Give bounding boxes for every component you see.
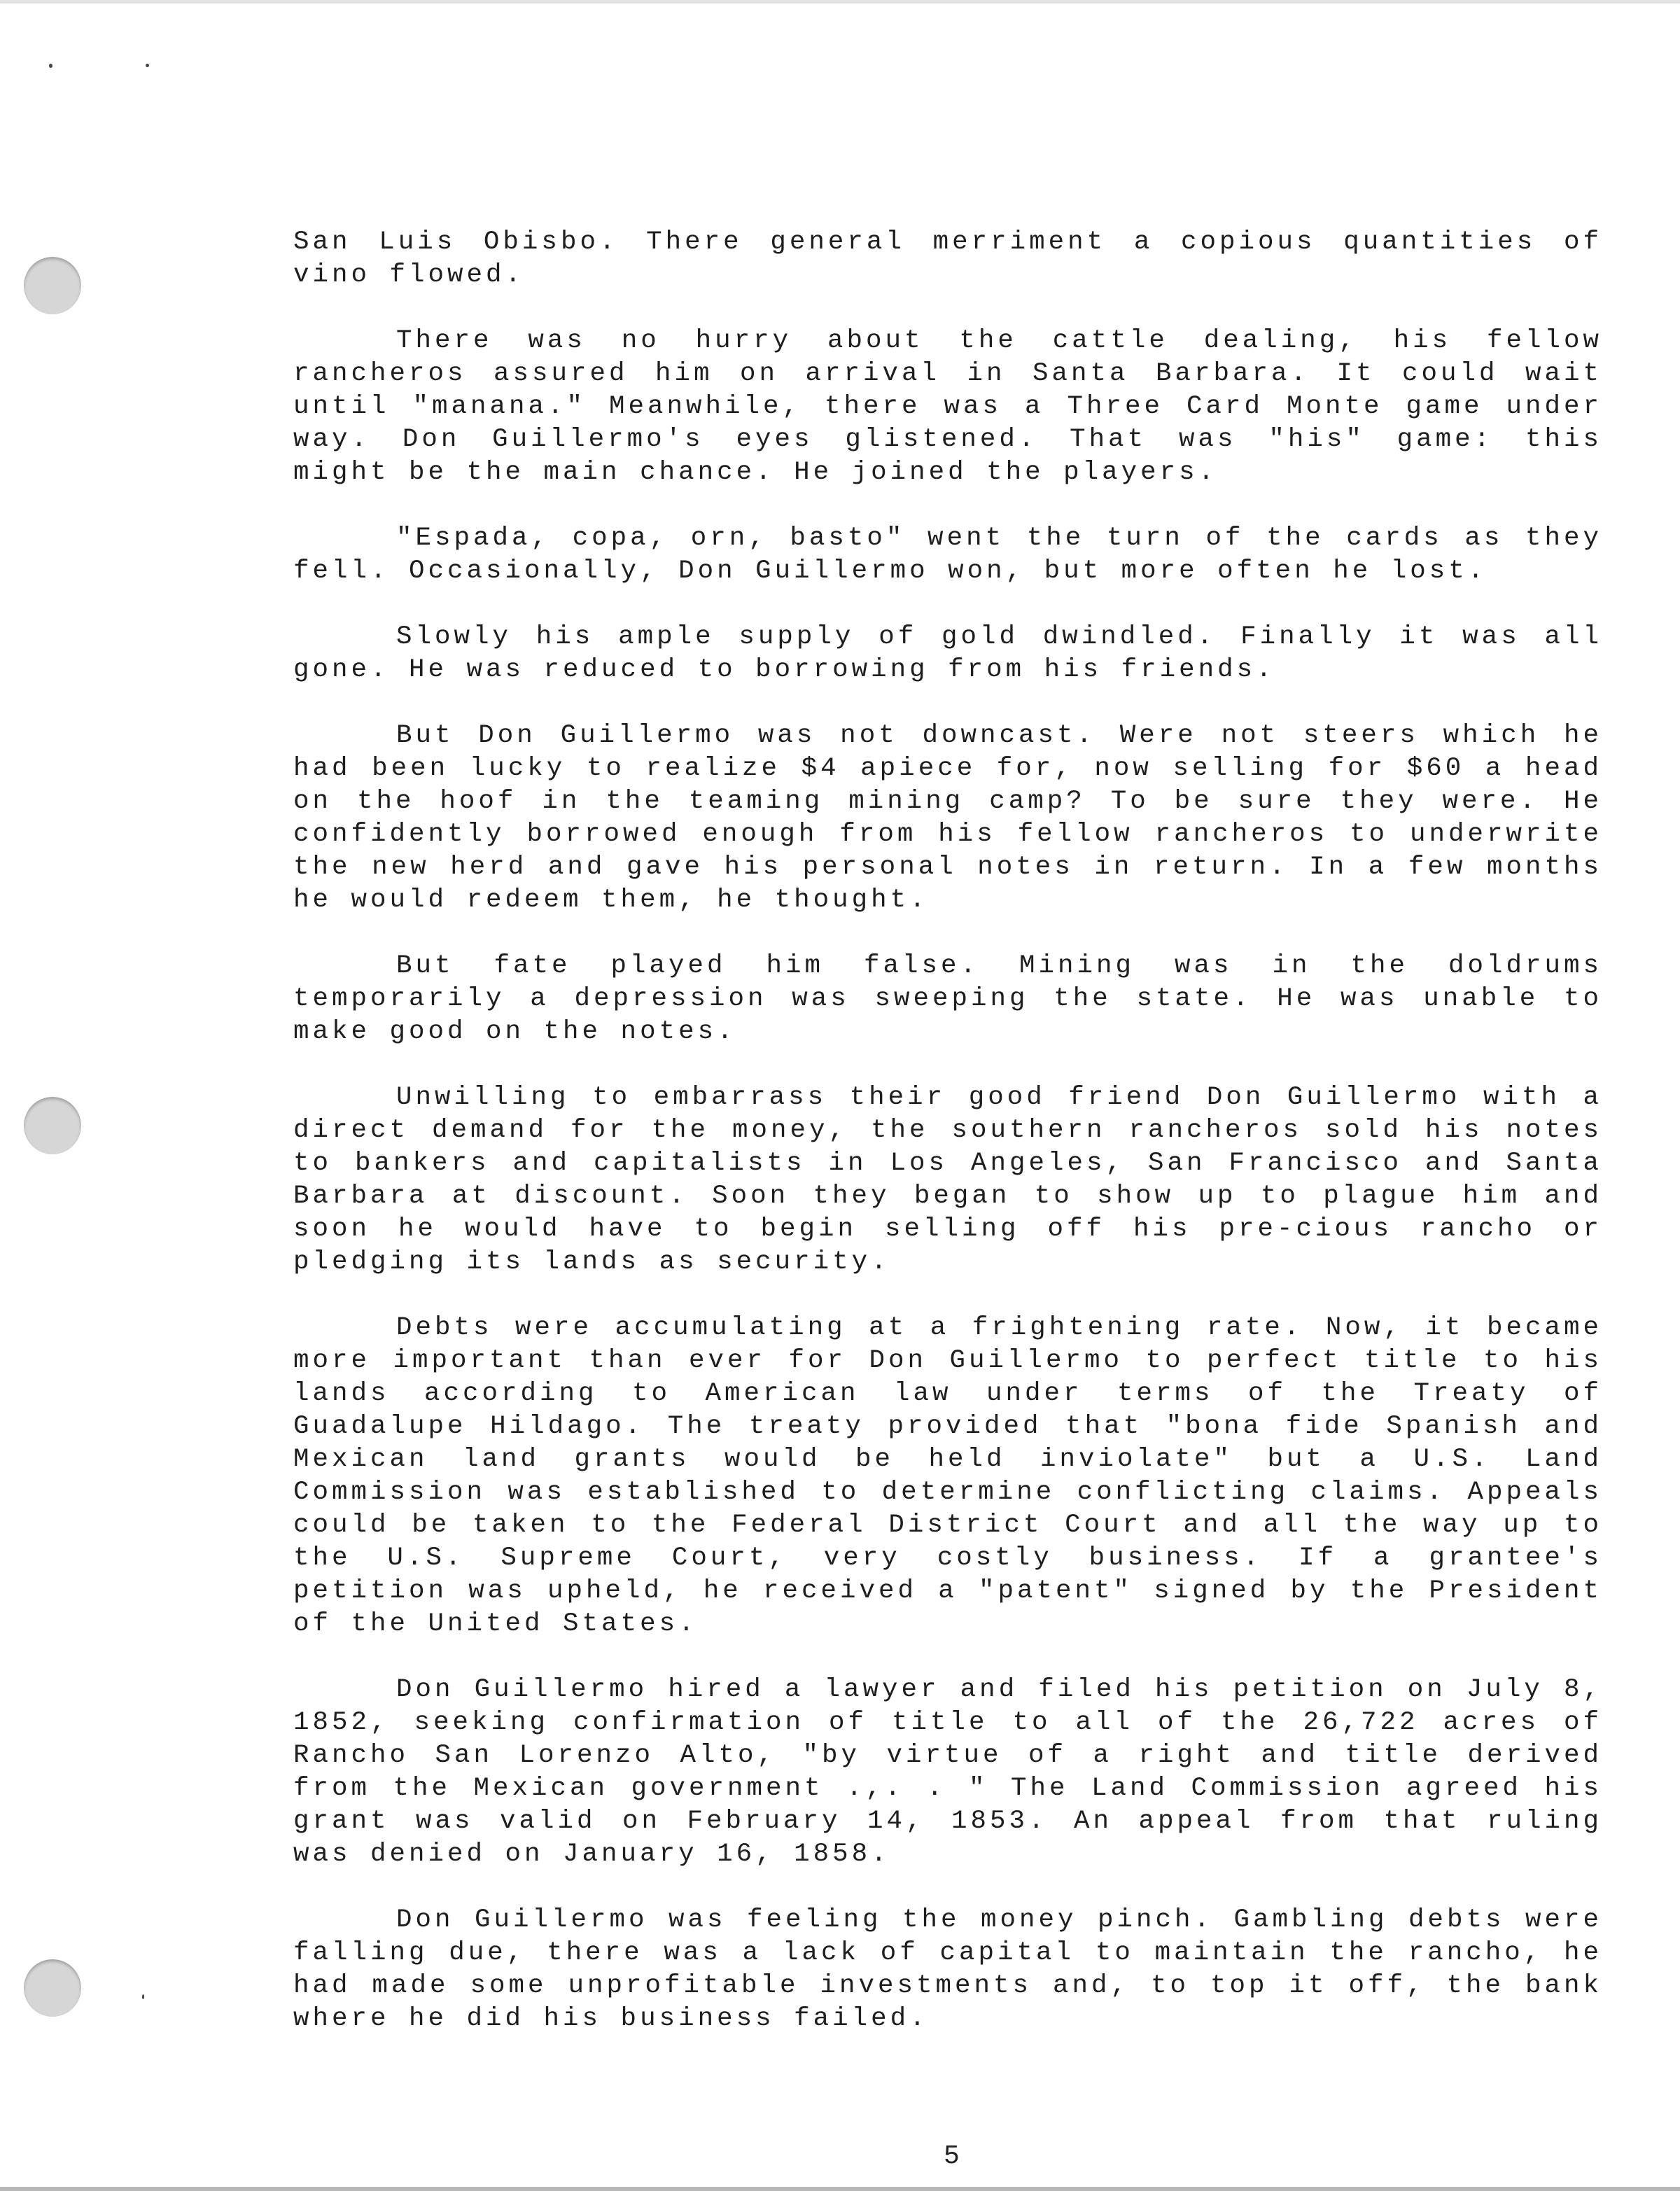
punch-hole <box>24 1097 81 1154</box>
punch-hole <box>24 1959 81 2017</box>
paragraph: But fate played him false. Mining was in the doldrums temporarily a depression was sweeping the state. He was unable to make good on the notes. <box>293 951 1602 1046</box>
paragraph: San Luis Obisbo. There general merriment a copious quantities of vino flowed. <box>293 227 1602 290</box>
scan-speck <box>49 64 52 68</box>
paragraph: "Espada, copa, orn, basto" went the turn of the cards as they fell. Occasionally, Don Guillermo won, but more often he lost. <box>293 524 1602 586</box>
page-number: 5 <box>944 2141 960 2171</box>
scan-speck <box>146 64 149 67</box>
paragraph: Unwilling to embarrass their good friend Don Guillermo with a direct demand for the money, the southern rancheros sold his notes to bankers and capitalists in Los Angeles, San Francisco and Santa Barbara at discount. Soon they began to show up to plague him and soon he would have to begin selling off his pre-cious rancho or pledging its lands as security. <box>293 1083 1602 1277</box>
paragraph: Don Guillermo hired a lawyer and filed his petition on July 8, 1852, seeking confirmation of title to all of the 26,722 acres of Rancho San Lorenzo Alto, "by virtue of a right and title derived from the Mexican government .,. . " The Land Commission agreed his grant was valid on February 14, 1853. An appeal from that ruling was denied on January 16, 1858. <box>293 1675 1602 1869</box>
page-bottom-edge <box>0 2187 1680 2191</box>
paragraph: There was no hurry about the cattle dealing, his fellow rancheros assured him on arrival in Santa Barbara. It could wait until "manana." Meanwhile, there was a Three Card Monte game under way. Don Guillermo's eyes glistened. That was "his" game: this might be the main chance. He joined the players. <box>293 326 1602 487</box>
paragraph: Debts were accumulating at a frightening rate. Now, it became more important than ever for Don Guillermo to perfect title to his lands according to American law under terms of the Treaty of Guadalupe Hildago. The treaty provided that "bona fide Spanish and Mexican land grants would be held inviolate" but a U.S. Land Commission was established to determine conflicting claims. Appeals could be taken to the Federal District Court and all the way up to the U.S. Supreme Court, very costly business. If a grantee's petition was upheld, he received a "patent" signed by the President of the United States. <box>293 1313 1602 1639</box>
paragraph: Slowly his ample supply of gold dwindled. Finally it was all gone. He was reduced to borrowing from his friends. <box>293 622 1602 685</box>
paragraph: But Don Guillermo was not downcast. Were not steers which he had been lucky to realize $4 apiece for, now selling for $60 a head on the hoof in the teaming mining camp? To be sure they were. He confidently borrowed enough from his fellow rancheros to underwrite the new herd and gave his personal notes in return. In a few months he would redeem them, he thought. <box>293 721 1602 915</box>
body-text <box>293 226 1602 2068</box>
punch-hole <box>24 257 81 314</box>
scan-speck <box>142 1994 144 1999</box>
paragraph: Don Guillermo was feeling the money pinch. Gambling debts were falling due, there was a lack of capital to maintain the rancho, he had made some unprofitable investments and, to top it off, the bank where he did his business failed. <box>293 1905 1602 2033</box>
